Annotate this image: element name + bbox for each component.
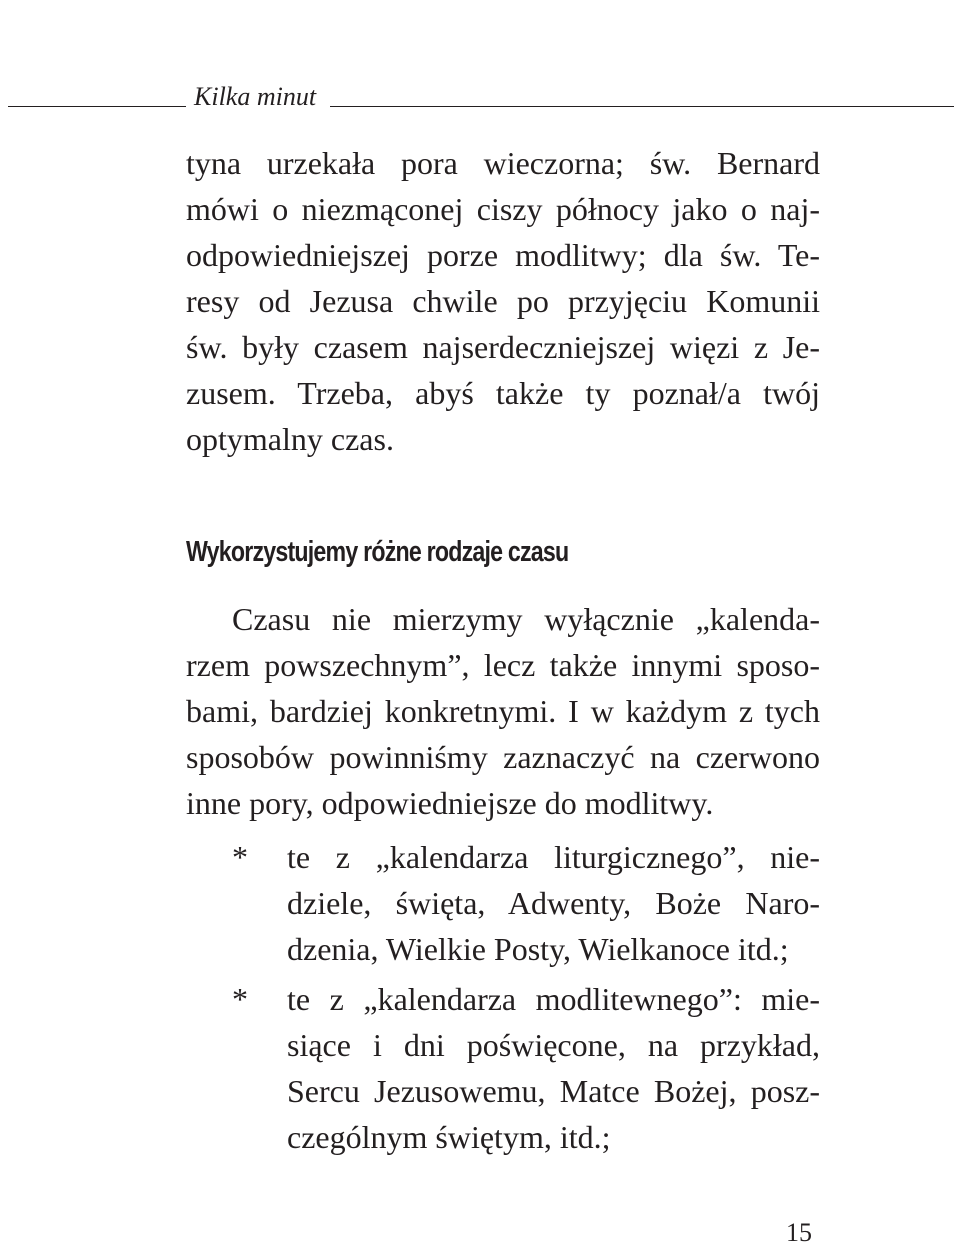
text-line: tyna urzekała pora wieczorna; św. Bernard	[186, 145, 820, 181]
intro-paragraph	[186, 140, 820, 462]
bullet-text	[287, 834, 820, 972]
text-line: te z „kalendarza liturgicznego”, nie-	[287, 839, 820, 875]
running-head-rule-right	[330, 106, 954, 107]
text-line: św. były czasem najserdeczniejszej więzi z Je-	[186, 329, 820, 365]
bullet-item-prayer	[186, 976, 820, 1160]
text-line: te z „kalendarza modlitewnego”: mie-	[287, 981, 820, 1017]
bullet-text	[287, 976, 820, 1160]
text-line: sposobów powinniśmy zaznaczyć na czerwono	[186, 739, 820, 775]
text-line: rzem powszechnym”, lecz także innymi sposo-	[186, 647, 820, 683]
asterisk-bullet-icon: *	[232, 839, 248, 875]
section-heading: Wykorzystujemy różne rodzaje czasu	[186, 536, 569, 568]
text-line: Sercu Jezusowemu, Matce Bożej, posz-	[287, 1073, 820, 1109]
page-number: 15	[786, 1218, 812, 1247]
text-line: czególnym świętym, itd.;	[287, 1119, 611, 1155]
text-line: dziele, święta, Adwenty, Boże Naro-	[287, 885, 820, 921]
text-line: siące i dni poświęcone, na przykład,	[287, 1027, 820, 1063]
running-head-title: Kilka minut	[194, 82, 317, 111]
text-line: inne pory, odpowiedniejsze do modlitwy.	[186, 785, 714, 821]
running-head-rule-left	[8, 106, 186, 107]
text-line: odpowiedniejszej porze modlitwy; dla św. Te-	[186, 237, 820, 273]
text-line: resy od Jezusa chwile po przyjęciu Komunii	[186, 283, 820, 319]
section-paragraph	[186, 596, 820, 826]
text-line: mówi o niezmąconej ciszy północy jako o naj-	[186, 191, 820, 227]
text-line: zusem. Trzeba, abyś także ty poznał/a twój	[186, 375, 820, 411]
text-line: bami, bardziej konkretnymi. I w każdym z tych	[186, 693, 820, 729]
text-line: dzenia, Wielkie Posty, Wielkanoce itd.;	[287, 931, 789, 967]
text-line: optymalny czas.	[186, 421, 394, 457]
text-line: Czasu nie mierzymy wyłącznie „kalenda-	[232, 601, 820, 637]
bullet-item-liturgical	[186, 834, 820, 972]
asterisk-bullet-icon: *	[232, 981, 248, 1017]
running-head	[0, 80, 960, 114]
